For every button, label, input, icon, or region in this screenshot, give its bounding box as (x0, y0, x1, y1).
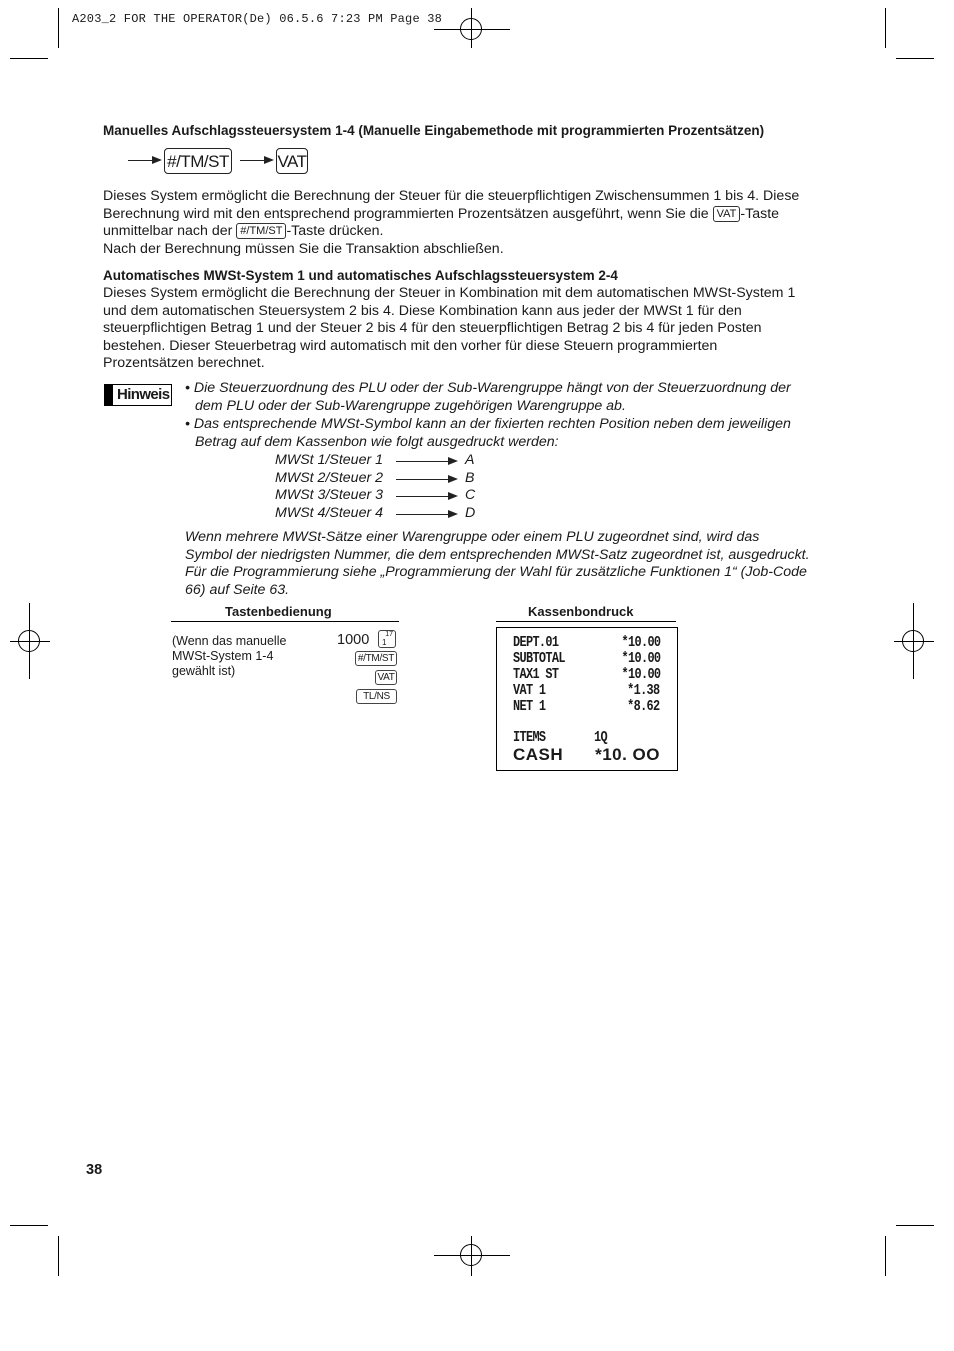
crop-mark (885, 8, 886, 48)
section2-paragraph: Dieses System ermöglicht die Berechnung der Steuer in Kombination mit dem automatischen MWSt-System 1 und dem automatischen Steuersystem 2 bis 4. Diese Kombination kann aus jeder der MWSt 1 für den steuerpflichtigen Betrag 1 und der Steuer 2 bis 4 für den steuerpflichtigen Betrag 2 bis 4 für jeden Posten bestehen. Dieser Steuerbetrag wird automatisch mit den vorher für diese Steuern programmierten Prozentsätzen berechnet. (103, 285, 796, 371)
receipt-row-value: *8.62 (627, 699, 660, 715)
key-condition-note: (Wenn das manuelle MWSt-System 1-4 gewählt ist) (172, 634, 287, 678)
note-bullet-2: • Das entsprechende MWSt-Symbol kann an der fixierten rechten Position neben dem jeweiligen Betrag auf dem Kassenbon wie folgt ausgedruckt werden: (185, 416, 791, 450)
crop-mark (58, 1236, 59, 1276)
crop-mark (896, 1225, 934, 1226)
page-number: 38 (86, 1162, 103, 1178)
arrow-icon (128, 160, 154, 161)
mapping-label: MWSt 2/Steuer 2 (275, 470, 384, 486)
arrow-right-icon (448, 510, 458, 518)
registration-circle (460, 18, 482, 40)
key-subtotal: #/TM/ST (164, 148, 232, 174)
receipt-printout (496, 627, 678, 771)
key-vat-small: VAT (375, 670, 397, 685)
inline-key-subtotal: #/TM/ST (236, 223, 286, 239)
mapping-symbol: A (465, 452, 475, 468)
registration-circle (18, 630, 40, 652)
receipt-row-value: *10.00 (621, 635, 660, 651)
note-paragraph: Wenn mehrere MWSt-Sätze einer Warengruppe oder einem PLU zugeordnet sind, wird das Symbol der niedrigsten Nummer, die dem entsprechenden MWSt-Satz zugeordnet ist, ausgedruckt. Für die Programmierung siehe „Programmierung der Wahl für zusätzliche Funktionen 1“ (Job-Code 66) auf Seite 63. (185, 529, 810, 598)
receipt-row-label: DEPT.01 (513, 635, 559, 651)
receipt-row-label: SUBTOTAL (513, 651, 565, 667)
receipt-header: Kassenbondruck (528, 604, 634, 619)
crop-mark (10, 58, 48, 59)
section-title-auto-vat: Automatisches MWSt-System 1 und automatisches Aufschlagssteuersystem 2-4 (103, 268, 618, 283)
crop-mark (885, 1236, 886, 1276)
section-title-manual-surcharge: Manuelles Aufschlagssteuersystem 1-4 (Manuelle Eingabemethode mit programmierten Prozentsätzen) (103, 123, 765, 138)
receipt-row-label: VAT 1 (513, 683, 546, 699)
crop-mark (10, 1225, 48, 1226)
dept-key: 17 1 (378, 630, 396, 648)
receipt-row-label: NET 1 (513, 699, 546, 715)
mapping-symbol: C (465, 487, 476, 503)
crop-mark (58, 8, 59, 48)
receipt-row-value: *1.38 (627, 683, 660, 699)
arrow-right-icon (448, 457, 458, 465)
receipt-row-value: *10.00 (621, 667, 660, 683)
inline-key-vat: VAT (713, 206, 741, 222)
arrow-right-icon (264, 156, 274, 164)
arrow-right-icon (152, 156, 162, 164)
note-label: Hinweis (104, 384, 172, 406)
registration-circle (460, 1244, 482, 1266)
mapping-symbol: B (465, 470, 475, 486)
entry-amount: 1000 (337, 632, 370, 648)
key-vat: VAT (276, 148, 308, 174)
mapping-label: MWSt 3/Steuer 3 (275, 487, 384, 503)
arrow-icon (396, 496, 450, 497)
receipt-cash-value: *10. OO (595, 745, 660, 764)
section1-paragraph: Dieses System ermöglicht die Berechnung der Steuer für die steuerpflichtigen Zwischensummen 1 bis 4. Diese Berechnung wird mit den entsprechend programmierten Prozentsätzen ausgeführt, wenn Sie die VAT -Taste unmittelbar nach der #/TM/ST -Taste drücken. Nach der Berechnung müssen Sie die Transaktion abschließen. (103, 188, 800, 257)
key-subtotal-small: #/TM/ST (355, 651, 397, 666)
receipt-items-value: 1Q (594, 730, 607, 746)
mapping-label: MWSt 4/Steuer 4 (275, 505, 384, 521)
note-bar-icon (105, 385, 113, 405)
receipt-row-value: *10.00 (621, 651, 660, 667)
arrow-icon (240, 160, 266, 161)
arrow-icon (396, 514, 450, 515)
receipt-row-label: TAX1 ST (513, 667, 559, 683)
arrow-icon (396, 461, 450, 462)
mapping-symbol: D (465, 505, 476, 521)
arrow-right-icon (448, 492, 458, 500)
receipt-cash-label: CASH (513, 745, 564, 764)
key-operation-header: Tastenbedienung (225, 604, 332, 619)
crop-mark (896, 58, 934, 59)
mapping-label: MWSt 1/Steuer 1 (275, 452, 384, 468)
arrow-right-icon (448, 475, 458, 483)
receipt-items-label: ITEMS (513, 730, 546, 746)
arrow-icon (396, 479, 450, 480)
print-header: A203_2 FOR THE OPERATOR(De) 06.5.6 7:23 PM Page 38 (72, 12, 443, 26)
key-total-small: TL/NS (356, 689, 397, 704)
divider (496, 621, 676, 622)
divider (171, 621, 399, 622)
registration-circle (902, 630, 924, 652)
note-bullet-1: • Die Steuerzuordnung des PLU oder der Sub-Warengruppe hängt von der Steuerzuordnung der dem PLU oder der Sub-Warengruppe zugehörigen Warengruppe ab. (185, 380, 791, 414)
